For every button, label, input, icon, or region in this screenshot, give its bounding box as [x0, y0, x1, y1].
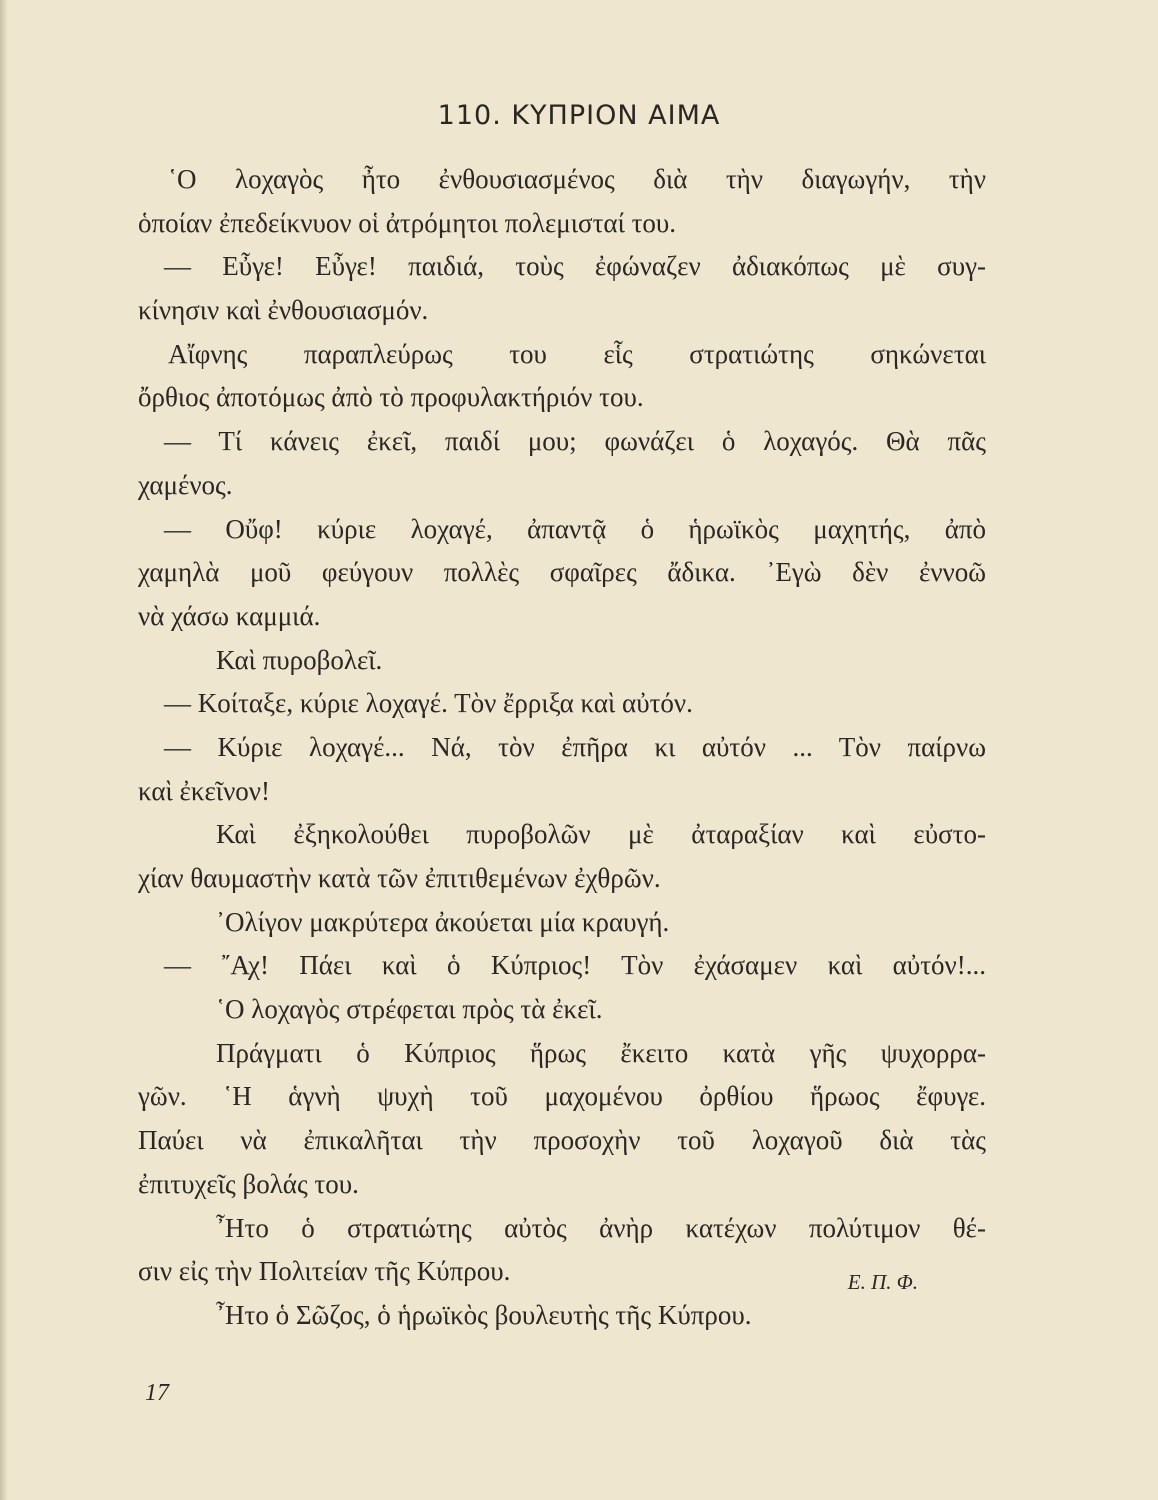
text-line: — ῎Αχ! Πάει καὶ ὁ Κύπριος! Τὸν ἐχάσαμεν καὶ αὐτόν!...	[164, 950, 986, 981]
page-edge-shadow	[0, 0, 8, 1500]
text-line: — Κύριε λοχαγέ... Νά, τὸν ἐπῆρα κι αὐτόν ... Τὸν παίρνω	[164, 731, 986, 762]
text-line: Παύει νὰ ἐπικαλῆται τὴν προσοχὴν τοῦ λοχαγοῦ διὰ τὰς	[138, 1125, 986, 1156]
text-line: ᾿Ολίγον μακρύτερα ἀκούεται μία κραυγή.	[216, 906, 670, 937]
text-line: γῶν. ῾Η ἁγνὴ ψυχὴ τοῦ μαχομένου ὀρθίου ἥρωος ἔφυγε.	[138, 1081, 986, 1112]
text-line: ἐπιτυχεῖς βολάς του.	[138, 1168, 359, 1199]
text-line: ῾Ο λοχαγὸς στρέφεται πρὸς τὰ ἐκεῖ.	[216, 994, 603, 1025]
text-line: Καὶ πυροβολεῖ.	[216, 644, 383, 675]
text-line: χαμηλὰ μοῦ φεύγουν πολλὲς σφαῖρες ἄδικα. ᾿Εγὼ δὲν ἐννοῶ	[138, 557, 986, 588]
text-line: — Τί κάνεις ἐκεῖ, παιδί μου; φωνάζει ὁ λοχαγός. Θὰ πᾶς	[164, 426, 986, 457]
text-line: κίνησιν καὶ ἐνθουσιασμόν.	[138, 295, 429, 326]
page-number: 17	[145, 1380, 169, 1406]
text-line: ὄρθιος ἀποτόμως ἀπὸ τὸ προφυλακτήριόν του.	[138, 382, 644, 413]
text-line: ῏Ητο ὁ Σῶζος, ὁ ἡρωϊκὸς βουλευτὴς τῆς Κύπρου.	[216, 1299, 752, 1330]
text-line: Αἴφνης παραπλεύρως του εἷς στρατιώτης σηκώνεται	[168, 338, 986, 369]
text-line: ὁποίαν ἐπεδείκνυον οἱ ἀτρόμητοι πολεμισταί του.	[138, 207, 677, 238]
text-line: σιν εἰς τὴν Πολιτείαν τῆς Κύπρου.	[138, 1256, 511, 1287]
text-line: Καὶ ἐξηκολούθει πυροβολῶν μὲ ἀταραξίαν καὶ εὐστο-	[216, 819, 986, 850]
text-line: νὰ χάσω καμμιά.	[138, 600, 321, 631]
text-line: Πράγματι ὁ Κύπριος ἥρως ἔκειτο κατὰ γῆς ψυχορρα-	[216, 1037, 986, 1068]
author-initials: Ε. Π. Φ.	[847, 1270, 918, 1294]
text-line: ῏Ητο ὁ στρατιώτης αὐτὸς ἀνὴρ κατέχων πολύτιμον θέ-	[216, 1212, 986, 1243]
text-line: — Εὖγε! Εὖγε! παιδιά, τοὺς ἐφώναζεν ἀδιακόπως μὲ συγ-	[164, 251, 986, 282]
text-line: χίαν θαυμαστὴν κατὰ τῶν ἐπιτιθεμένων ἐχθρῶν.	[138, 863, 661, 893]
text-line: ῾Ο λοχαγὸς ἦτο ἐνθουσιασμένος διὰ τὴν διαγωγήν, τὴν	[168, 164, 986, 194]
text-line: — Κοίταξε, κύριε λοχαγέ. Τὸν ἔρριξα καὶ αὐτόν.	[164, 688, 693, 719]
story-text	[138, 158, 986, 1338]
chapter-title	[0, 100, 1158, 131]
text-line: χαμένος.	[138, 469, 233, 500]
text-line: καὶ ἐκεῖνον!	[138, 775, 270, 806]
text-line: — Οὔφ! κύριε λοχαγέ, ἀπαντᾷ ὁ ἡρωϊκὸς μαχητής, ἀπὸ	[164, 513, 986, 544]
chapter-title-text: 110. ΚΥΠΡΙΟΝ ΑΙΜΑ	[437, 100, 721, 131]
